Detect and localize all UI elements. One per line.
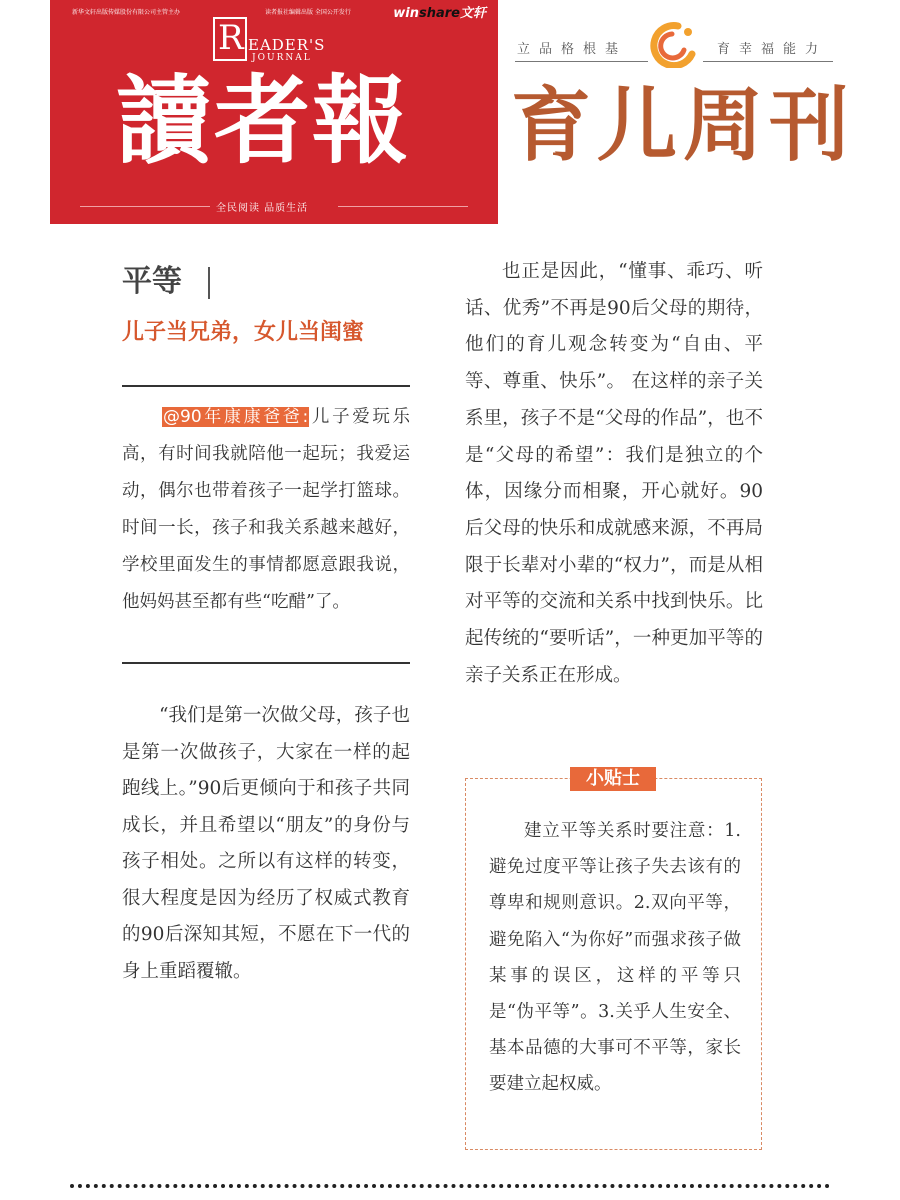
tip-paragraph: 建立平等关系时要注意：1.避免过度平等让孩子失去该有的尊卑和规则意识。2.双向平等，避免陷入“为你好”而强求孩子做某事的误区，这样的平等只是“伪平等”。3.关乎人生安全、基本品德的大事可不平等，家长要建立起权威。 bbox=[489, 821, 741, 1095]
section-tagline-right: 育幸福能力 bbox=[717, 42, 828, 57]
readers-journal-logo-subtext: JOURNAL bbox=[252, 53, 312, 63]
paragraph: “我们是第一次做父母，孩子也是第一次做孩子，大家在一样的起跑线上。”90后更倾向于和孩子共同成长，并且希望以“朋友”的身份与孩子相处。之所以有这样的转变，很大程度是因为经历了权威式教育的90后深知其短，不愿在下一代的身上重蹈覆辙。 bbox=[122, 705, 410, 982]
paragraph: 也正是因此，“懂事、乖巧、听话、优秀”不再是90后父母的期待，他们的育儿观念转变为“自由、平等、尊重、快乐”。 在这样的亲子关系里，孩子不是“父母的作品”，也不是“父母的希望”：我们是独立的个体，因缘分而相聚，开心就好。90后父母的快乐和成就感来源，不再局限于长辈对小辈的“权力”，而是从相对平等的交流和关系中找到快乐。比起传统的“要听话”，一种更加平等的亲子关系正在形成。 bbox=[465, 261, 763, 686]
distribution-line: 读者报社编辑出版 全国公开发行 bbox=[265, 9, 351, 16]
article-heading: 平等 bbox=[122, 264, 182, 299]
newspaper-masthead bbox=[50, 0, 498, 224]
winshare-logo-cn: 文轩 bbox=[459, 6, 486, 21]
article-body-right bbox=[465, 254, 763, 694]
winshare-logo-share: share bbox=[418, 6, 460, 21]
page-bottom-dotted-rule bbox=[70, 1184, 830, 1188]
tagline-rule-left bbox=[515, 61, 648, 62]
newspaper-slogan: 全民阅读 品质生活 bbox=[216, 203, 309, 214]
section-title: 育儿周刊 bbox=[511, 79, 855, 172]
newspaper-title: 讀者報 bbox=[116, 64, 410, 177]
tagline-rule-right bbox=[703, 61, 833, 62]
quote-bottom-rule bbox=[122, 662, 410, 664]
tip-text bbox=[489, 813, 741, 1103]
readers-journal-logo-text: EADER'S bbox=[248, 36, 326, 54]
readers-journal-logo-letter: R bbox=[218, 18, 244, 58]
quote-top-rule bbox=[122, 385, 410, 387]
sun-logo-icon bbox=[648, 20, 700, 68]
quote-author-tag: @90年康康爸爸: bbox=[163, 407, 309, 427]
publisher-line: 新华文轩出版传媒股份有限公司主管主办 bbox=[72, 9, 181, 16]
article-subheading: 儿子当兄弟，女儿当闺蜜 bbox=[122, 320, 365, 345]
quote-text: 儿子爱玩乐高，有时间我就陪他一起玩；我爱运动，偶尔也带着孩子一起学打篮球。时间一长，孩子和我关系越来越好，学校里面发生的事情都愿意跟我说，他妈妈甚至都有些“吃醋”了。 bbox=[122, 407, 411, 612]
slogan-divider-right bbox=[338, 206, 468, 207]
winshare-logo: winshare文轩 bbox=[393, 6, 486, 21]
section-tagline-left: 立品格根基 bbox=[517, 42, 628, 57]
heading-bar bbox=[208, 267, 210, 299]
slogan-divider-left bbox=[80, 206, 210, 207]
parent-quote bbox=[122, 399, 410, 621]
tip-label: 小贴士 bbox=[570, 767, 656, 791]
article-body-left bbox=[122, 698, 410, 990]
